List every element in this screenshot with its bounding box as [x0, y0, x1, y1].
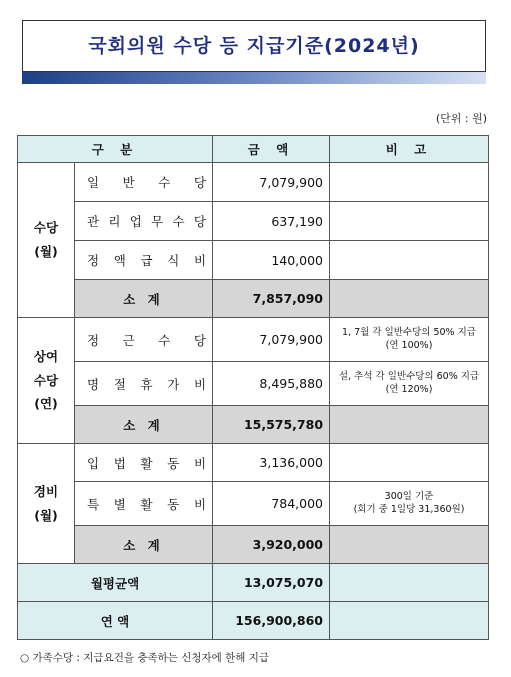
item-name-text	[87, 495, 206, 513]
item-amount: 784,000	[213, 482, 330, 526]
item-note-line: 300일 기준	[384, 490, 434, 502]
item-name-char: 반	[122, 175, 135, 190]
item-name-char: 비	[193, 496, 207, 512]
item-note	[330, 318, 489, 362]
item-name-char: 휴	[140, 376, 153, 392]
subtotal-amount: 7,857,090	[213, 280, 330, 318]
item-note-line: (연 100%)	[385, 339, 433, 351]
item-name-char: 식	[167, 253, 180, 268]
item-name-char: 비	[193, 455, 207, 471]
item-name-char: 수	[172, 214, 185, 229]
item-name	[75, 482, 213, 526]
item-name-text	[87, 173, 206, 191]
item-name-char: 활	[140, 496, 153, 512]
item-note	[330, 241, 489, 280]
table-row	[18, 482, 489, 526]
item-name-char: 수	[158, 332, 171, 348]
item-name-char: 무	[151, 214, 164, 229]
group-label-line: (월)	[34, 244, 58, 259]
item-name-char: 당	[193, 175, 206, 190]
item-name-char: 입	[87, 455, 100, 471]
item-name-char: 관	[87, 214, 100, 229]
item-name-char: 근	[122, 332, 135, 348]
item-name-text	[87, 375, 206, 393]
table-row	[18, 444, 489, 482]
group-label	[18, 318, 75, 444]
title-box	[22, 20, 486, 72]
item-name-char: 급	[140, 253, 153, 268]
item-note	[330, 444, 489, 482]
item-name-char: 비	[193, 253, 207, 268]
item-amount: 7,079,900	[213, 318, 330, 362]
item-name	[75, 163, 213, 202]
item-name-char: 당	[193, 332, 206, 348]
table-body	[18, 163, 489, 640]
item-name	[75, 241, 213, 280]
item-name	[75, 318, 213, 362]
annual-total-row	[18, 602, 489, 640]
table-row	[18, 318, 489, 362]
monthly-average-row-note	[330, 564, 489, 602]
subtotal-note	[330, 526, 489, 564]
subtotal-amount: 15,575,780	[213, 406, 330, 444]
group-label-line: 경비	[33, 483, 59, 499]
item-name-char: 액	[113, 253, 126, 268]
group-label-line: (연)	[34, 396, 58, 412]
item-name	[75, 202, 213, 241]
item-name-char: 명	[87, 376, 100, 392]
unit-label: (단위 : 원)	[435, 112, 487, 125]
item-name-text	[87, 454, 206, 472]
item-name-text	[87, 212, 206, 230]
monthly-average-row-amount: 13,075,070	[213, 564, 330, 602]
group-label-line: 상여	[33, 348, 59, 364]
subtotal-label: 소 계	[75, 406, 213, 444]
item-name-char: 별	[113, 496, 126, 512]
table-row	[18, 163, 489, 202]
item-amount: 8,495,880	[213, 362, 330, 406]
header-note: 비 고	[330, 136, 489, 163]
item-note	[330, 362, 489, 406]
item-name-text	[87, 251, 206, 269]
item-amount: 3,136,000	[213, 444, 330, 482]
item-name-char: 일	[87, 175, 100, 190]
footnote: ○ 가족수당 : 지급요건을 충족하는 신청자에 한해 지급	[20, 652, 270, 664]
page-title: 국회의원 수당 등 지급기준(2024년)	[88, 35, 420, 57]
monthly-average-row	[18, 564, 489, 602]
item-amount: 140,000	[213, 241, 330, 280]
group-label	[18, 444, 75, 564]
item-note	[330, 482, 489, 526]
item-name-char: 특	[87, 496, 100, 512]
item-name-char: 동	[167, 455, 180, 471]
item-name-char: 비	[193, 376, 207, 392]
group-label	[18, 163, 75, 318]
item-name-char: 리	[108, 214, 121, 229]
title-underline-bar	[22, 72, 486, 84]
item-name-char: 가	[167, 376, 180, 392]
monthly-average-row-label: 월평균액	[18, 564, 213, 602]
subtotal-label: 소 계	[75, 526, 213, 564]
table-row	[18, 202, 489, 241]
annual-total-row-note	[330, 602, 489, 640]
item-note-line: (회기 중 1일당 31,360원)	[353, 503, 465, 515]
subtotal-row	[18, 280, 489, 318]
item-name-char: 업	[129, 214, 142, 229]
annual-total-row-amount: 156,900,860	[213, 602, 330, 640]
subtotal-row	[18, 406, 489, 444]
item-amount: 7,079,900	[213, 163, 330, 202]
item-note	[330, 202, 489, 241]
item-name-char: 법	[113, 455, 126, 471]
annual-total-row-label: 연 액	[18, 602, 213, 640]
subtotal-amount: 3,920,000	[213, 526, 330, 564]
item-name-char: 동	[167, 496, 180, 512]
item-name	[75, 362, 213, 406]
subtotal-label: 소 계	[75, 280, 213, 318]
item-name-char: 수	[158, 175, 171, 190]
header-amount: 금 액	[213, 136, 330, 163]
item-name-text	[87, 331, 206, 349]
item-name	[75, 444, 213, 482]
item-name-char: 절	[113, 376, 126, 392]
header-category: 구 분	[18, 136, 213, 163]
group-label-line: 수당	[33, 220, 59, 236]
item-note-line: 설, 추석 각 일반수당의 60% 지급	[338, 370, 480, 382]
subtotal-note	[330, 280, 489, 318]
header-row	[18, 136, 489, 163]
item-amount: 637,190	[213, 202, 330, 241]
item-note-line: 1, 7월 각 일반수당의 50% 지급	[342, 326, 476, 338]
item-name-char: 정	[87, 332, 100, 348]
group-label-line: (월)	[34, 507, 58, 523]
item-note-line: (연 120%)	[385, 383, 433, 395]
table-row	[18, 241, 489, 280]
item-note	[330, 163, 489, 202]
item-name-char: 정	[87, 253, 100, 268]
group-label-line: 수당	[33, 372, 59, 388]
item-name-char: 활	[140, 455, 153, 471]
subtotal-row	[18, 526, 489, 564]
table-row	[18, 362, 489, 406]
item-name-char: 당	[193, 214, 206, 229]
allowance-table	[17, 135, 489, 640]
subtotal-note	[330, 406, 489, 444]
